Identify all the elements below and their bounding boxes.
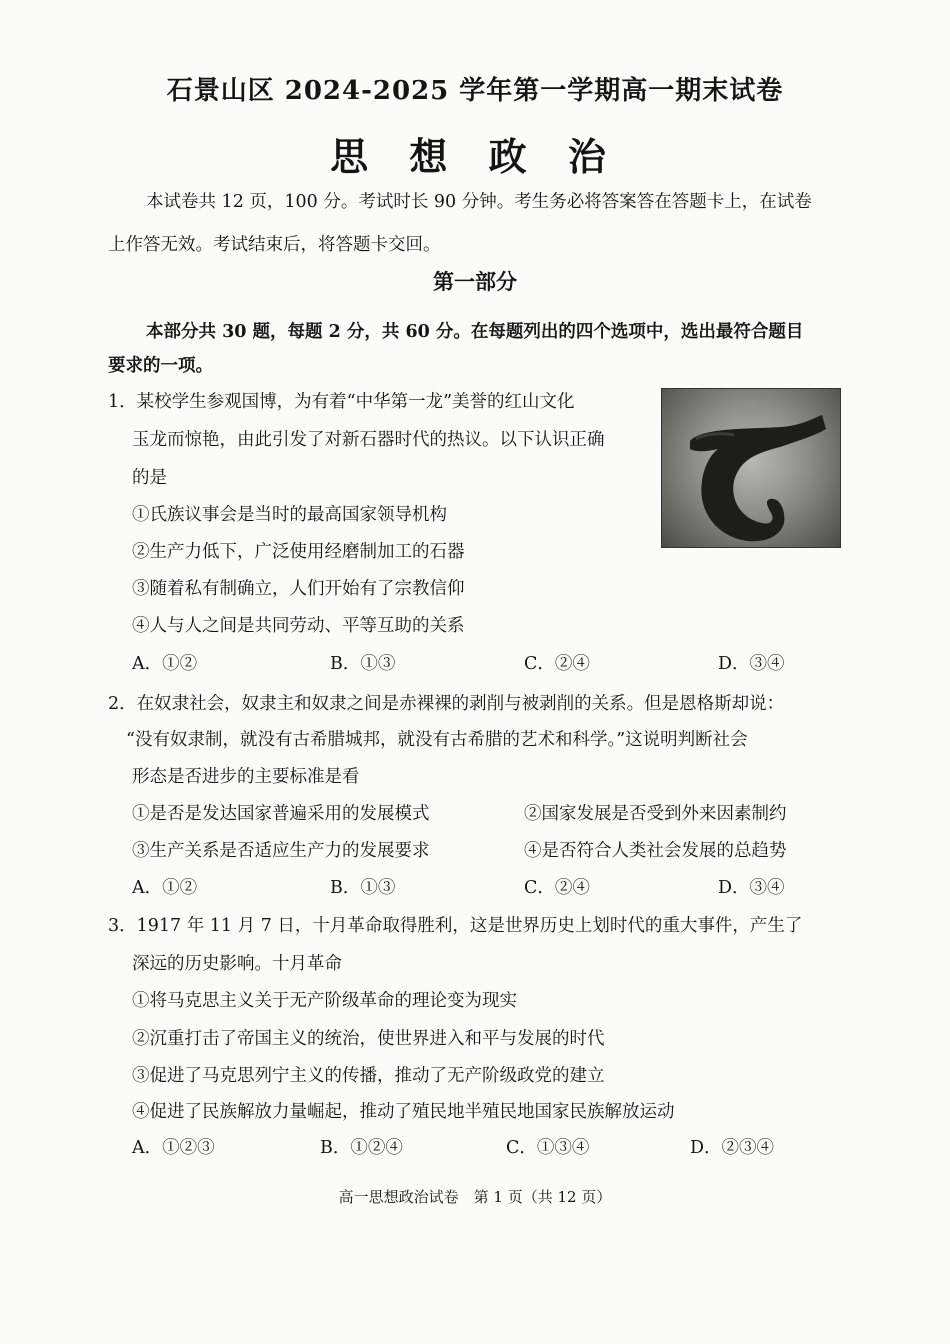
q3-statement: ①将马克思主义关于无产阶级革命的理论变为现实 bbox=[132, 991, 517, 1011]
q2-statement: ②国家发展是否受到外来因素制约 bbox=[524, 804, 787, 824]
page-footer: 高一思想政治试卷 第 1 页（共 12 页） bbox=[338, 1188, 612, 1206]
q3-stem-line-2: 深远的历史影响。十月革命 bbox=[132, 954, 342, 974]
q1-stem-line-1: 1．某校学生参观国博，为有着“中华第一龙”美誉的红山文化 bbox=[108, 392, 575, 412]
q1-option-d[interactable]: D．③④ bbox=[718, 654, 785, 674]
part-heading: 第一部分 bbox=[433, 269, 517, 294]
q1-stem-line-3: 的是 bbox=[132, 468, 167, 488]
instructions-line-1: 本试卷共 12 页，100 分。考试时长 90 分钟。考生务必将答案答在答题卡上，在试卷 bbox=[146, 192, 812, 212]
q2-statement: ③生产关系是否适应生产力的发展要求 bbox=[132, 841, 430, 861]
instructions-line-2: 上作答无效。考试结束后，将答题卡交回。 bbox=[108, 235, 441, 255]
jade-dragon-icon bbox=[662, 389, 840, 547]
q1-statement: ①氏族议事会是当时的最高国家领导机构 bbox=[132, 505, 447, 525]
q2-option-c[interactable]: C．②④ bbox=[524, 878, 590, 898]
q3-option-d[interactable]: D．②③④ bbox=[690, 1138, 775, 1158]
q3-statement: ④促进了民族解放力量崛起，推动了殖民地半殖民地国家民族解放运动 bbox=[132, 1102, 675, 1122]
jade-dragon-photo bbox=[661, 388, 841, 548]
exam-title: 石景山区 2024-2025 学年第一学期高一期末试卷 bbox=[166, 76, 784, 106]
q1-stem-line-2: 玉龙而惊艳，由此引发了对新石器时代的热议。以下认识正确 bbox=[132, 430, 605, 450]
q3-statement: ③促进了马克思列宁主义的传播，推动了无产阶级政党的建立 bbox=[132, 1066, 605, 1086]
q3-option-b[interactable]: B．①②④ bbox=[320, 1138, 403, 1158]
q2-statement: ①是否是发达国家普遍采用的发展模式 bbox=[132, 804, 430, 824]
q3-statement: ②沉重打击了帝国主义的统治，使世界进入和平与发展的时代 bbox=[132, 1029, 605, 1049]
q2-statement: ④是否符合人类社会发展的总趋势 bbox=[524, 841, 787, 861]
subject-title: 思 想 政 治 bbox=[330, 134, 620, 179]
q1-option-b[interactable]: B．①③ bbox=[330, 654, 396, 674]
q1-option-a[interactable]: A．①② bbox=[132, 654, 198, 674]
q3-option-a[interactable]: A．①②③ bbox=[132, 1138, 215, 1158]
q2-stem-line-3: 形态是否进步的主要标准是看 bbox=[132, 767, 360, 787]
q1-option-c[interactable]: C．②④ bbox=[524, 654, 590, 674]
q2-option-d[interactable]: D．③④ bbox=[718, 878, 785, 898]
q3-stem-line-1: 3．1917 年 11 月 7 日，十月革命取得胜利，这是世界历史上划时代的重大事件，产生了 bbox=[108, 916, 803, 936]
q2-stem-line-2: “没有奴隶制，就没有古希腊城邦，就没有古希腊的艺术和科学。”这说明判断社会 bbox=[126, 730, 748, 750]
q1-statement: ④人与人之间是共同劳动、平等互助的关系 bbox=[132, 616, 465, 636]
q3-option-c[interactable]: C．①③④ bbox=[506, 1138, 590, 1158]
q2-stem-line-1: 2．在奴隶社会，奴隶主和奴隶之间是赤裸裸的剥削与被剥削的关系。但是恩格斯却说： bbox=[108, 694, 785, 714]
q2-option-b[interactable]: B．①③ bbox=[330, 878, 396, 898]
part-intro-line-2: 要求的一项。 bbox=[108, 356, 213, 376]
part-intro-line-1: 本部分共 30 题，每题 2 分，共 60 分。在每题列出的四个选项中，选出最符合题目 bbox=[146, 322, 804, 342]
q1-statement: ③随着私有制确立，人们开始有了宗教信仰 bbox=[132, 579, 465, 599]
q2-option-a[interactable]: A．①② bbox=[132, 878, 198, 898]
q1-statement: ②生产力低下，广泛使用经磨制加工的石器 bbox=[132, 542, 465, 562]
